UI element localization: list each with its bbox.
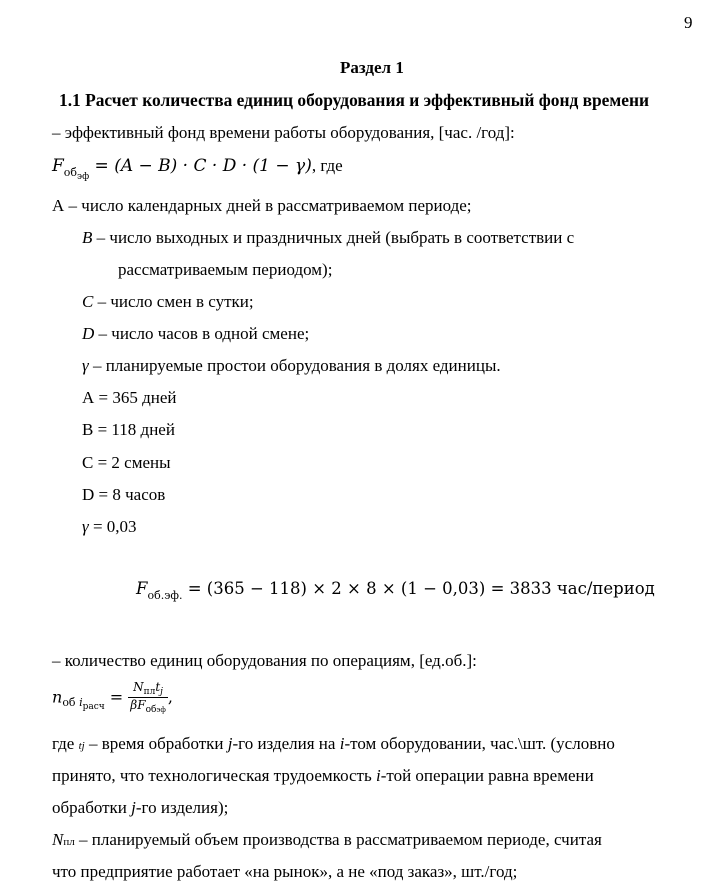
def-b [82, 229, 574, 246]
fond-intro: – эффективный фонд времени работы оборудования, [час. /год]: [52, 123, 515, 142]
calc-lhs: F [136, 579, 148, 598]
where-tj-line2 [52, 767, 594, 784]
formula-units-num-n-sub: пл [143, 687, 156, 697]
where-tj-text-3: -том оборудовании, час.\шт. (условно [344, 734, 615, 753]
formula-units-eq: = [104, 687, 129, 707]
value-gamma [82, 518, 137, 535]
formula-units-den-bf: βF [130, 698, 146, 712]
formula-fond-sub-ef: эф [77, 172, 90, 182]
formula-units-lhs: n [52, 687, 63, 707]
def-gamma-text: – планируемые простои оборудования в долях единицы. [88, 356, 501, 375]
npl-text: – планируемый объем производства в рассматриваемом периоде, считая [74, 830, 602, 849]
formula-fond-suffix: , где [311, 156, 343, 175]
where-tj-j: j [227, 734, 233, 753]
formula-units-sub-ob: об [62, 695, 80, 709]
formula-units-comma: , [167, 687, 173, 707]
where-tj-text-1: – время обработки [84, 734, 228, 753]
formula-units-den-sub: об [145, 705, 157, 715]
npl-line2: что предприятие работает «на рынок», а не «под заказ», шт./год; [52, 862, 518, 881]
def-c-text: – число смен в сутки; [93, 292, 254, 311]
formula-units-numerator [128, 680, 168, 698]
value-d: D = 8 часов [82, 485, 166, 504]
where-tj-line2-b: -той операции равна времени [380, 766, 594, 785]
formula-fond-rhs: = (A − B) · C · D · (1 − γ) [94, 156, 312, 176]
where-tj-line3 [52, 799, 228, 816]
calc-rhs: = (365 − 118) × 2 × 8 × (1 − 0,03) = 3833 час/период [182, 579, 655, 598]
where-tj-line3-a: обработки [52, 798, 132, 817]
formula-units-fraction [128, 680, 168, 715]
formula-fond [52, 156, 343, 182]
formula-units-num-t: t [155, 680, 161, 694]
where-tj-var: tj [78, 740, 85, 752]
value-b: B = 118 дней [82, 420, 175, 439]
value-a: А = 365 дней [82, 388, 177, 407]
formula-units-num-t-sub: j [160, 687, 163, 697]
formula-units-sub-i: i [79, 695, 83, 709]
value-gamma-var: γ [82, 517, 89, 536]
where-tj-line2-a: принято, что технологическая трудоемкость [52, 766, 376, 785]
def-c [82, 293, 254, 310]
page-number: 9 [684, 13, 693, 32]
calc-formula [136, 579, 655, 602]
def-d [82, 325, 309, 342]
where-tj-line3-j: j [131, 798, 136, 817]
value-gamma-val: = 0,03 [88, 517, 137, 536]
def-b-cont: рассматриваемым периодом); [118, 260, 333, 279]
where-tj-text-2: -го изделия на [232, 734, 340, 753]
formula-units-sub-rasch: расч [82, 701, 105, 712]
subsection-heading: 1.1 Расчет количества единиц оборудования и эффективный фонд времени [59, 90, 649, 110]
npl-var: N [52, 830, 64, 849]
where-tj-line1 [52, 735, 615, 752]
formula-fond-sub-ob: об [63, 166, 78, 179]
formula-fond-lhs-sub [63, 166, 90, 182]
def-gamma-var: γ [82, 356, 89, 375]
units-intro: – количество единиц оборудования по операциям, [ед.об.]: [52, 651, 477, 670]
where-tj-prefix: где [52, 734, 79, 753]
def-gamma [82, 357, 501, 374]
formula-units-den-subsub: эф [156, 706, 166, 714]
def-d-var: D [82, 324, 95, 343]
where-tj-line2-i: i [375, 766, 381, 785]
calc-lhs-sub: об.эф. [147, 589, 183, 602]
formula-units-denominator [128, 698, 168, 715]
def-d-text: – число часов в одной смене; [94, 324, 310, 343]
def-b-var: B [82, 228, 93, 247]
def-a: А – число календарных дней в рассматриваемом периоде; [52, 196, 472, 215]
formula-units [52, 680, 173, 715]
def-c-var: C [82, 292, 94, 311]
formula-fond-lhs: F [52, 156, 64, 176]
npl-line1 [52, 831, 602, 848]
npl-var-sub: пл [63, 836, 75, 848]
formula-units-num-n: N [133, 680, 144, 694]
value-c: C = 2 смены [82, 453, 171, 472]
where-tj-i: i [339, 734, 345, 753]
formula-units-lhs-sub [62, 695, 105, 712]
where-tj-line3-b: -го изделия); [135, 798, 229, 817]
def-b-text: – число выходных и праздничных дней (выбрать в соответствии с [92, 228, 575, 247]
section-title: Раздел 1 [340, 58, 404, 77]
